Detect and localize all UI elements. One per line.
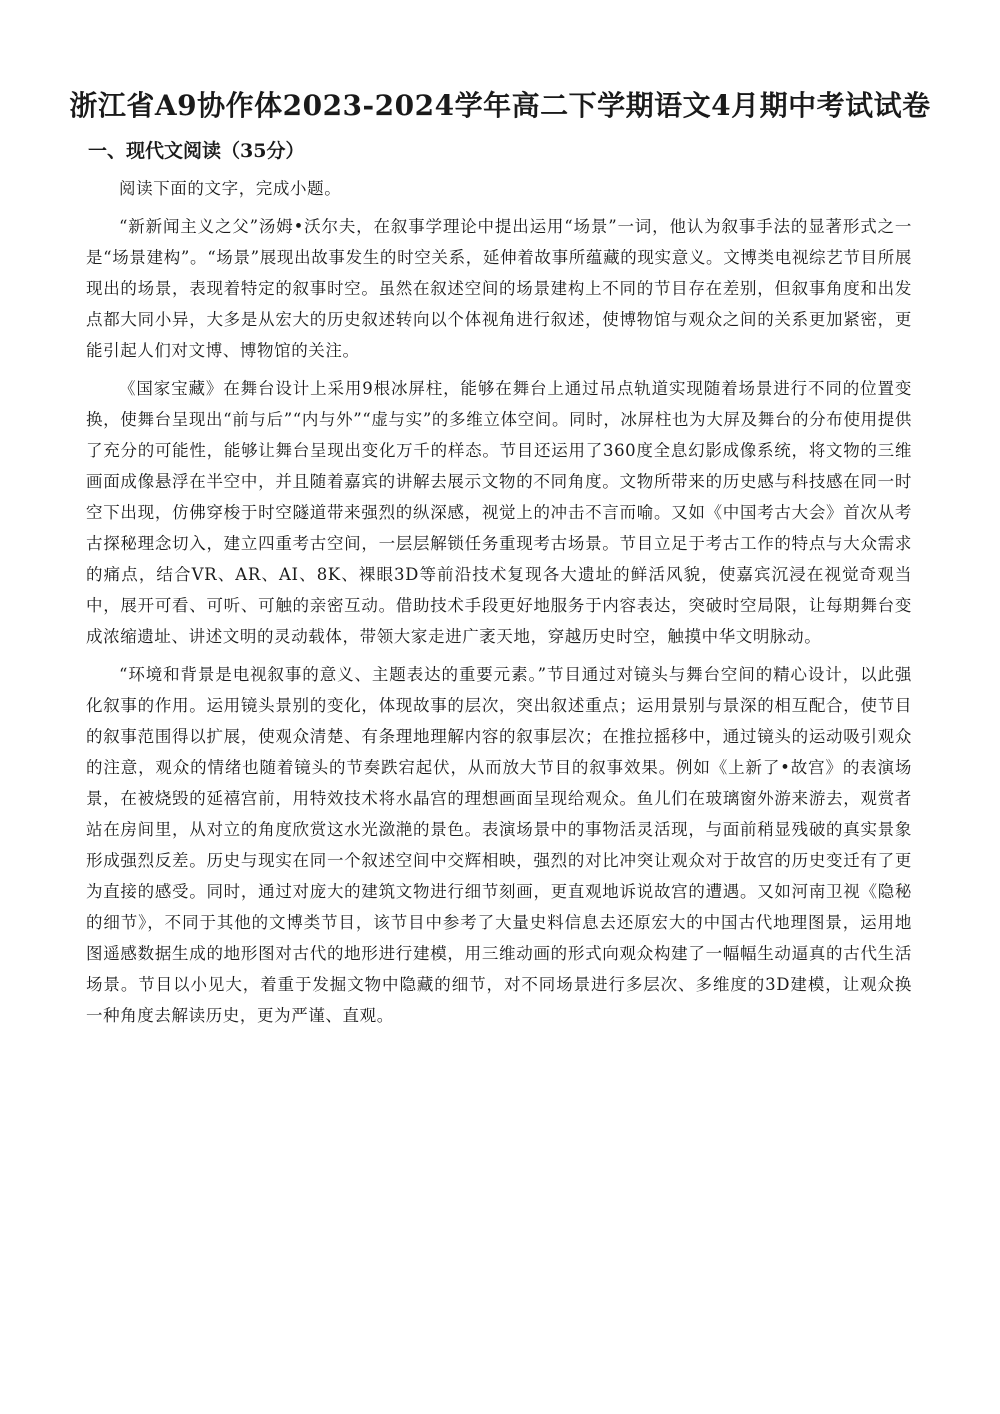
page-title: 浙江省A9协作体2023-2024学年高二下学期语文4月期中考试试卷 — [69, 89, 931, 122]
instruction-text: 阅读下面的文字，完成小题。 — [119, 179, 342, 198]
section-heading: 一、现代文阅读（35分） — [88, 140, 305, 162]
passage-paragraph-1: “新新闻主义之父”汤姆•沃尔夫，在叙事学理论中提出运用“场景”一词，他认为叙事手法的显著形式之一是“场景建构”。“场景”展现出故事发生的时空关系，延伸着故事所蕴藏的现实意义。文博类电视综艺节目所展现出的场景，表现着特定的叙事时空。虽然在叙述空间的场景建构上不同的节目存在差别，但叙事角度和出发点都大同小异，大多是从宏大的历史叙述转向以个体视角进行叙述，使博物馆与观众之间的关系更加紧密，更能引起人们对文博、博物馆的关注。 — [86, 217, 912, 360]
reading-passage — [86, 173, 912, 1031]
passage-paragraph-2: 《国家宝藏》在舞台设计上采用9根冰屏柱，能够在舞台上通过吊点轨道实现随着场景进行不同的位置变换，使舞台呈现出“前与后”“内与外”“虚与实”的多维立体空间。同时，冰屏柱也为大屏及舞台的分布使用提供了充分的可能性，能够让舞台呈现出变化万千的样态。节目还运用了360度全息幻影成像系统，将文物的三维画面成像悬浮在半空中，并且随着嘉宾的讲解去展示文物的不同角度。文物所带来的历史感与科技感在同一时空下出现，仿佛穿梭于时空隧道带来强烈的纵深感，视觉上的冲击不言而喻。又如《中国考古大会》首次从考古探秘理念切入，建立四重考古空间，一层层解锁任务重现考古场景。节目立足于考古工作的特点与大众需求的痛点，结合VR、AR、AI、8K、裸眼3D等前沿技术复现各大遗址的鲜活风貌，使嘉宾沉浸在视觉奇观当中，展开可看、可听、可触的亲密互动。借助技术手段更好地服务于内容表达，突破时空局限，让每期舞台变成浓缩遗址、讲述文明的灵动载体，带领大家走进广袤天地，穿越历史时空，触摸中华文明脉动。 — [86, 379, 912, 646]
passage-paragraph-3: “环境和背景是电视叙事的意义、主题表达的重要元素。”节目通过对镜头与舞台空间的精心设计，以此强化叙事的作用。运用镜头景别的变化，体现故事的层次，突出叙述重点；运用景别与景深的相互配合，使节目的叙事范围得以扩展，使观众清楚、有条理地理解内容的叙事层次；在推拉摇移中，通过镜头的运动吸引观众的注意，观众的情绪也随着镜头的节奏跌宕起伏，从而放大节目的叙事效果。例如《上新了•故宫》的表演场景，在被烧毁的延禧宫前，用特效技术将水晶宫的理想画面呈现给观众。鱼儿们在玻璃窗外游来游去，观赏者站在房间里，从对立的角度欣赏这水光潋滟的景色。表演场景中的事物活灵活现，与面前稍显残破的真实景象形成强烈反差。历史与现实在同一个叙述空间中交辉相映，强烈的对比冲突让观众对于故宫的历史变迁有了更为直接的感受。同时，通过对庞大的建筑文物进行细节刻画，更直观地诉说故宫的遭遇。又如河南卫视《隐秘的细节》，不同于其他的文博类节目，该节目中参考了大量史料信息去还原宏大的中国古代地理图景，运用地图遥感数据生成的地形图对古代的地形进行建模，用三维动画的形式向观众构建了一幅幅生动逼真的古代生活场景。节目以小见大，着重于发掘文物中隐藏的细节，对不同场景进行多层次、多维度的3D建模，让观众换一种角度去解读历史，更为严谨、直观。 — [86, 665, 912, 1025]
